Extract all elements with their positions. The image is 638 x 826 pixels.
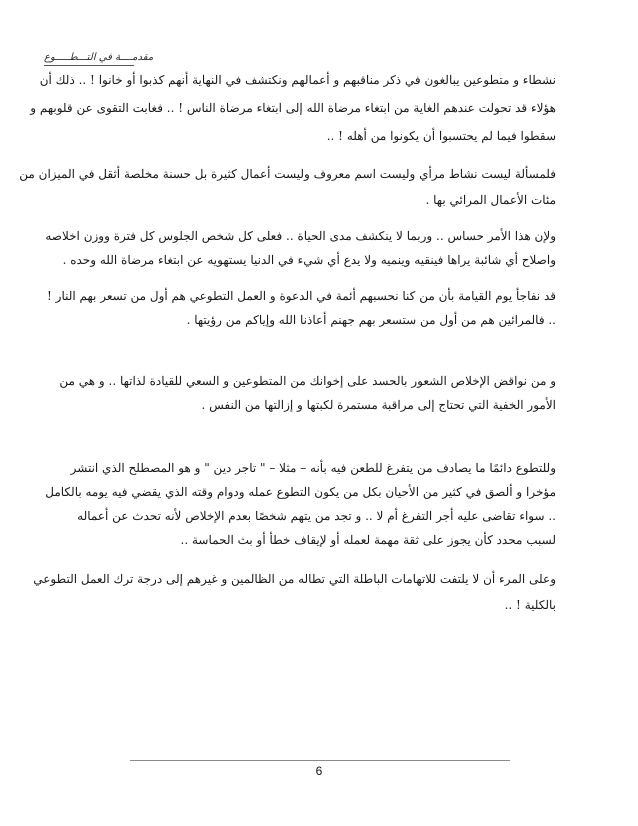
paragraph-line: بالكلية ! .. bbox=[504, 598, 556, 612]
paragraph-line: و من نواقض الإخلاص الشعور بالحسد على إخوانك من المتطوعين و السعي للقيادة لذاتها .. و هي من bbox=[59, 374, 556, 388]
page-number: 6 bbox=[315, 764, 323, 778]
paragraph-line: لسبب محدد كأن يجوز على ثقة مهمة لعمله أو لإيقاف خطأ أو بث الحماسة .. bbox=[180, 533, 556, 547]
paragraph-line: .. سواء تقاضى عليه أجر التفرغ أم لا .. و تجد من يتهم شخصًا بعدم الإخلاص لأنه تحدث عن أعماله bbox=[77, 509, 556, 523]
paragraph-line: مؤخرا و ألصق في كثير من الأحيان بكل من يكون التطوع عمله ودوام وقته الذي يقضي فيه يومه بالكامل bbox=[45, 485, 556, 499]
paragraph-line: وللتطوع دائمًا ما يصادف من يتفرغ للطعن فيه بأنه – مثلا – " تاجر دين " و هو المصطلح الذي انتشر bbox=[70, 461, 556, 475]
paragraph-line: الأمور الخفية التي تحتاج إلى مراقبة مستمرة لكبتها و إزالتها من النفس . bbox=[201, 398, 556, 412]
paragraph-line: مئات الأعمال المرائي بها . bbox=[425, 193, 556, 207]
header-underline bbox=[44, 65, 134, 66]
header-title: مقدمــــة في التـــطـــــوع bbox=[44, 52, 154, 63]
paragraph-line: واصلاح أي شائبة يراها فينقيه وينميه ولا يدع أي شيء في الدنيا يستهويه عن ابتغاء مرضاة الله وحده . bbox=[62, 253, 556, 267]
footer-rule bbox=[130, 760, 510, 761]
paragraph-line: نشطاء و متطوعين يبالغون في ذكر مناقبهم و أعمالهم ونكتشف في النهاية أنهم كذبوا أو خانوا ! .. ذلك أن bbox=[39, 73, 556, 87]
page-header bbox=[0, 0, 638, 63]
paragraph-line: ولإن هذا الأمر حساس .. وربما لا ينكشف مدى الحياة .. فعلى كل شخص الجلوس كل فترة ووزن اخلاصه bbox=[45, 229, 556, 243]
paragraph-line: فلمسألة ليست نشاط مرأي وليست اسم معروف وليست أعمال كثيرة بل حسنة مخلصة أثقل في الميزان من bbox=[19, 167, 556, 181]
paragraph-line: هؤلاء قد تحولت عندهم الغاية من ابتغاء مرضاة الله إلى ابتغاء مرضاة الناس ! .. فغابت التقوى عن قلوبهم و bbox=[30, 101, 556, 115]
paragraph-line: .. فالمرائين هم من أول من ستسعر بهم جهنم أعاذنا الله وإياكم من رؤيتها . bbox=[186, 313, 556, 327]
paragraph-line: سقطوا فيما لم يحتسبوا أن يكونوا من أهله ! .. bbox=[326, 129, 556, 143]
paragraph-line: وعلى المرء أن لا يلتفت للاتهامات الباطلة التي تطاله من الظالمين و غيرهم إلى درجة ترك العمل التطوعي bbox=[33, 572, 556, 586]
paragraph-line: قد نفاجأ يوم القيامة بأن من كنا نحسبهم أئمة في الدعوة و العمل التطوعي هم أول من تسعر بهم النار ! bbox=[47, 289, 556, 303]
